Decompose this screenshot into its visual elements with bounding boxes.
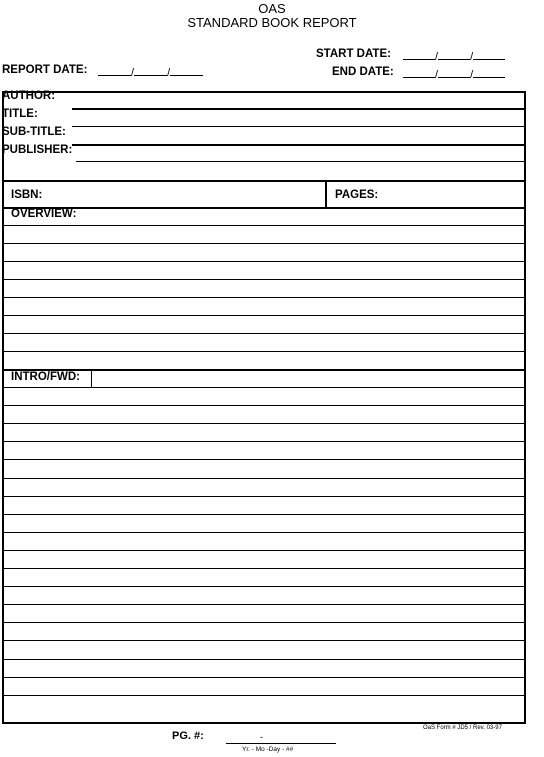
ruled-line	[2, 514, 524, 515]
end-date-label: END DATE:	[332, 66, 394, 78]
ruled-line	[2, 279, 524, 280]
subtitle-input[interactable]	[73, 127, 523, 144]
date-separator: /	[167, 67, 171, 79]
overview-label: OVERVIEW:	[11, 208, 77, 220]
ruled-line	[2, 568, 524, 569]
ruled-line	[2, 478, 524, 479]
end-date-year-blank[interactable]	[473, 67, 505, 78]
ruled-line	[2, 459, 524, 460]
pages-label: PAGES:	[335, 189, 379, 201]
start-date-day-blank[interactable]	[438, 49, 470, 60]
start-date-year-blank[interactable]	[473, 49, 505, 60]
divider	[76, 161, 524, 162]
date-separator: /	[131, 67, 135, 79]
date-format-hint: Yr. - Mo -Day - ##	[242, 746, 294, 753]
org-name: OAS	[258, 1, 286, 16]
author-input[interactable]	[73, 91, 523, 109]
title-label: TITLE:	[2, 108, 38, 120]
ruled-line	[2, 640, 524, 641]
ruled-line	[2, 351, 524, 352]
publisher-label: PUBLISHER:	[2, 144, 73, 156]
date-separator: /	[435, 51, 439, 63]
ruled-line	[2, 405, 524, 406]
title-input[interactable]	[73, 110, 523, 126]
end-date-month-blank[interactable]	[403, 67, 435, 78]
ruled-line	[2, 333, 524, 334]
subtitle-label: SUB-TITLE:	[2, 126, 66, 138]
ruled-line	[2, 532, 524, 533]
ruled-line	[2, 441, 524, 442]
ruled-line	[2, 243, 524, 244]
ruled-line	[2, 387, 524, 388]
publisher-input[interactable]	[76, 146, 523, 161]
isbn-label: ISBN:	[11, 189, 43, 201]
page-number-input[interactable]	[226, 731, 336, 744]
report-date-label: REPORT DATE:	[2, 64, 88, 76]
date-separator: /	[470, 51, 474, 63]
ruled-line	[2, 677, 524, 678]
ruled-line	[2, 604, 524, 605]
ruled-line	[2, 695, 524, 696]
ruled-line	[2, 550, 524, 551]
isbn-input[interactable]	[48, 183, 324, 207]
start-date-label: START DATE:	[316, 48, 391, 60]
end-date-field[interactable]	[403, 65, 513, 79]
form-id: OaS Form # JD5 / Rev. 03-97	[423, 725, 502, 731]
page-number-label: PG. #:	[172, 730, 204, 742]
pages-input[interactable]	[385, 183, 522, 207]
ruled-line	[2, 315, 524, 316]
date-separator: /	[470, 69, 474, 81]
divider	[2, 180, 524, 182]
ruled-line	[2, 297, 524, 298]
ruled-line	[2, 622, 524, 623]
start-date-field[interactable]	[403, 47, 513, 61]
report-date-year-blank[interactable]	[170, 65, 203, 76]
intro-label: INTRO/FWD:	[11, 371, 80, 383]
ruled-line	[2, 659, 524, 660]
intro-first-line-input[interactable]	[93, 371, 522, 387]
ruled-line	[2, 261, 524, 262]
report-date-field[interactable]	[98, 63, 210, 77]
divider	[2, 207, 524, 209]
page-number-dash: -	[260, 732, 263, 742]
report-date-day-blank[interactable]	[134, 65, 167, 76]
form-title: STANDARD BOOK REPORT	[187, 15, 357, 30]
end-date-day-blank[interactable]	[438, 67, 470, 78]
ruled-line	[2, 423, 524, 424]
intro-textarea[interactable]	[4, 388, 522, 718]
ruled-line	[2, 586, 524, 587]
intro-label-divider	[91, 370, 92, 388]
ruled-line	[2, 496, 524, 497]
date-separator: /	[435, 69, 439, 81]
column-divider	[325, 181, 327, 208]
start-date-month-blank[interactable]	[403, 49, 435, 60]
ruled-line	[2, 225, 524, 226]
report-date-month-blank[interactable]	[98, 65, 131, 76]
author-label: AUTHOR:	[2, 90, 56, 102]
